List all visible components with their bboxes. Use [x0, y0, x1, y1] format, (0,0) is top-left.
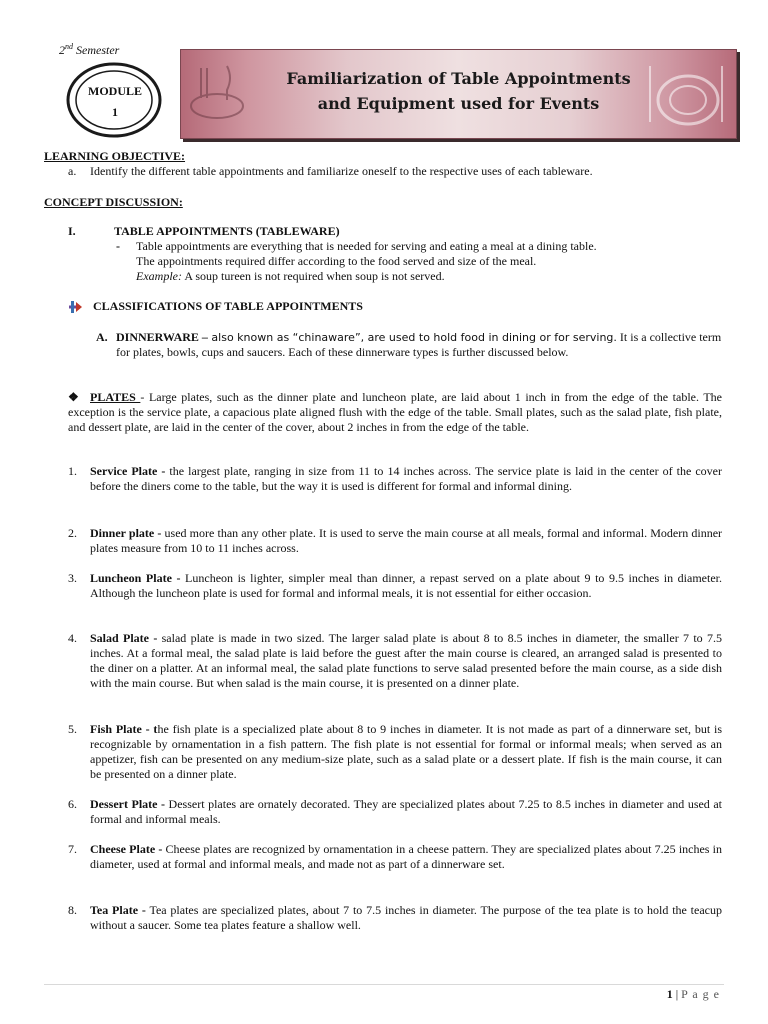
- list-item: [90, 464, 722, 494]
- plates-intro-paragraph: [68, 390, 722, 435]
- table-appointments-description: [136, 239, 736, 284]
- dinnerware-marker: A.: [96, 330, 108, 344]
- objective-marker: a.: [68, 164, 77, 178]
- example-label: Example:: [136, 269, 182, 283]
- list-item-number: 6.: [68, 797, 77, 811]
- list-item-term: Fish Plate - t: [90, 722, 158, 736]
- list-item-term: Luncheon Plate -: [90, 571, 181, 585]
- list-item-term: Tea Plate -: [90, 903, 146, 917]
- semester-label: [59, 42, 119, 58]
- objective-text: Identify the different table appointments and familiarize oneself to the respective uses of each tableware.: [90, 164, 593, 178]
- list-item-text: used more than any other plate. It is used to serve the main course at all meals, formal and informal. Modern dinner plates measure from 10 to 11 inches across.: [90, 526, 723, 555]
- list-item-number: 7.: [68, 842, 77, 856]
- list-item-number: 5.: [68, 722, 77, 736]
- list-item-number: 8.: [68, 903, 77, 917]
- plates-term: PLATES: [90, 390, 141, 404]
- list-item-text: he fish plate is a specialized plate about 8 to 9 inches in diameter. It is not made as part of a dinnerware set, but is recognizable by ornamentation in a fish pattern. The fish plate is not essential for formal or informal meals; when served as an appetizer, fish can be presented on any medium-size plate, such as a salad plate or a dessert plate. If fish is the main course, it can be presented on a dinner plate.: [90, 722, 722, 781]
- module-label: MODULE: [88, 84, 142, 98]
- list-item-text: Luncheon is lighter, simpler meal than dinner, a repast served on a plate about 9 to 9.5 inches in diameter. Although the luncheon plate is used for formal and informal meals, it is not essential for either occasion.: [90, 571, 722, 600]
- dash-marker: -: [116, 239, 120, 253]
- learning-objective-heading: LEARNING OBJECTIVE:: [44, 149, 186, 163]
- dinnerware-alt-text: also known as “chinaware”, are used to hold food in dining or for serving.: [207, 331, 617, 344]
- list-item: [90, 842, 722, 872]
- example-text: A soup tureen is not required when soup is not served.: [181, 269, 445, 283]
- list-item-number: 1.: [68, 464, 77, 478]
- description-line-2: The appointments required differ according to the food served and size of the meal.: [136, 254, 537, 268]
- list-item-term: Service Plate -: [90, 464, 166, 478]
- list-item-text: Tea plates are specialized plates, about 7 to 7.5 inches in diameter. The purpose of the tea plate is to hold the teacup without a saucer. Some tea plates feature a shallow well.: [90, 903, 722, 932]
- description-line-1: Table appointments are everything that is needed for serving and eating a meal at a dining table.: [136, 239, 597, 253]
- title-line-2: and Equipment used for Events: [317, 94, 600, 113]
- list-item: [90, 797, 722, 827]
- page-separator: |: [675, 987, 679, 1001]
- page-label: P a g e: [681, 987, 720, 1001]
- section-title: TABLE APPOINTMENTS (TABLEWARE): [114, 224, 340, 238]
- diamond-bullet-icon: ❖: [68, 390, 79, 404]
- plates-intro-text: - Large plates, such as the dinner plate and luncheon plate, are laid about 1 inch in from the edge of the table. The exception is the service plate, a capacious plate aligned flush with the edge of the table. Small plates, such as the salad plate, fish plate, and dessert plate, are laid in the center of the cover, about 2 inches in from the edge of the table.: [68, 390, 722, 434]
- list-item-term: Cheese Plate -: [90, 842, 163, 856]
- example-line: [136, 269, 736, 284]
- list-item-term: Dinner plate -: [90, 526, 162, 540]
- semester-word: Semester: [76, 43, 120, 57]
- list-item-term: Dessert Plate -: [90, 797, 166, 811]
- page-footer: [667, 987, 720, 1002]
- list-item-term: Salad Plate -: [90, 631, 158, 645]
- concept-discussion-heading: CONCEPT DISCUSSION:: [44, 195, 183, 209]
- semester-number: 2: [59, 43, 65, 57]
- list-item-text: salad plate is made in two sized. The larger salad plate is about 8 to 8.5 inches in diameter, the smaller 7 to 7.5 inches. At a formal meal, the salad plate is laid before the guest after the main course is cleared, an arranged salad is presented to the diner on a platter. At an informal meal, the salad plate functions to serve salad presented before the main course, as a side dish with the main course. But when salad is the main course, it is presented on a dinner plate.: [90, 631, 722, 690]
- title-line-1: Familiarization of Table Appointments: [286, 69, 631, 88]
- list-item-number: 2.: [68, 526, 77, 540]
- list-item-number: 3.: [68, 571, 77, 585]
- list-item: [90, 903, 722, 933]
- list-item-number: 4.: [68, 631, 77, 645]
- page-title: [181, 66, 736, 116]
- list-item-text: Dessert plates are ornately decorated. They are specialized plates about 7.25 to 8.5 inches in diameter and used at formal and informal meals.: [90, 797, 722, 826]
- title-banner: [180, 49, 737, 139]
- list-item-text: the largest plate, ranging in size from 11 to 14 inches across. The service plate is laid in the center of the cover before the diners come to the table, but the way it is used is different for formal and informal dining.: [90, 464, 722, 493]
- page-number: 1: [666, 987, 673, 1001]
- dinnerware-paragraph: [116, 330, 722, 360]
- arrow-bullet-icon: [68, 300, 84, 314]
- dinnerware-text: It is a collective term for plates, bowls, cups and saucers. Each of these dinnerware types is further discussed below.: [116, 330, 722, 359]
- list-item: [90, 722, 722, 782]
- footer-divider: [44, 984, 724, 985]
- classifications-heading: CLASSIFICATIONS OF TABLE APPOINTMENTS: [93, 299, 363, 313]
- list-item: [90, 631, 722, 691]
- list-item-text: Cheese plates are recognized by ornamentation in a cheese pattern. They are specialized plates about 7.25 inches in diameter, used at formal and informal meals, and made not as part of a dinnerware set.: [90, 842, 722, 871]
- module-badge: [72, 81, 158, 123]
- semester-suffix: nd: [65, 42, 73, 51]
- module-number: 1: [112, 105, 118, 119]
- section-number: I.: [68, 224, 76, 238]
- dinnerware-term: DINNERWARE –: [116, 330, 208, 344]
- list-item: [90, 571, 722, 601]
- list-item: [90, 526, 722, 556]
